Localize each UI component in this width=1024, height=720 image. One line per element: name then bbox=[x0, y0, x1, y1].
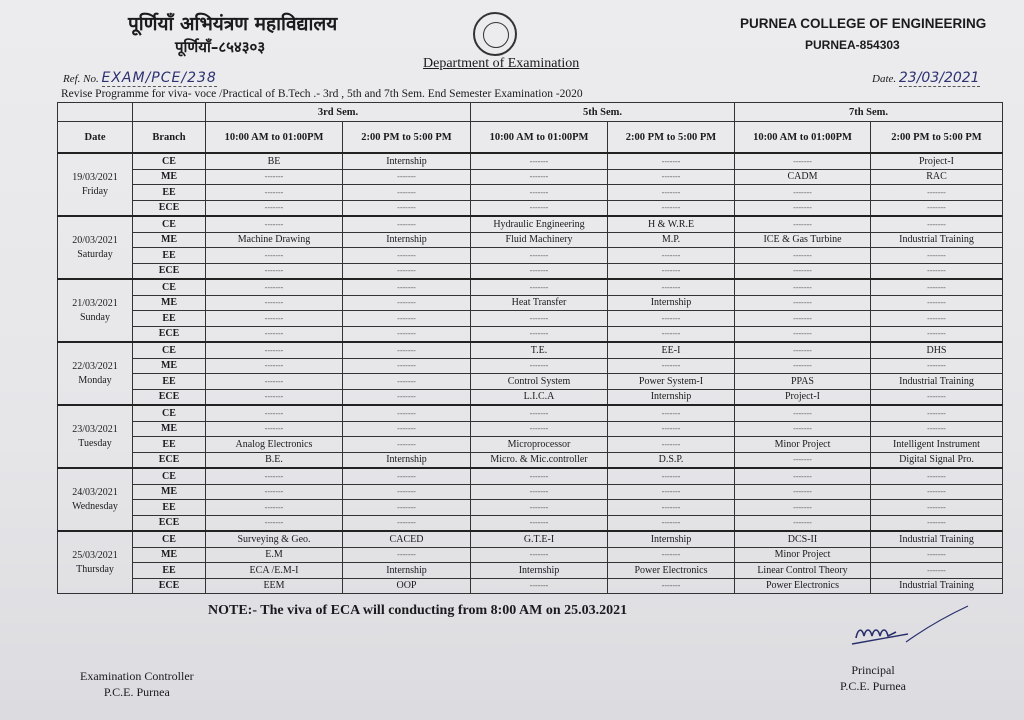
reference-number bbox=[63, 70, 217, 86]
schedule-row bbox=[58, 578, 1003, 594]
empty-slot-dash: ------- bbox=[343, 515, 471, 531]
empty-slot-dash: ------- bbox=[206, 515, 343, 531]
schedule-row bbox=[58, 263, 1003, 279]
day-name: Wednesday bbox=[72, 500, 118, 512]
subject-cell: CACED bbox=[343, 531, 471, 547]
empty-slot-dash: ------- bbox=[871, 547, 1003, 563]
empty-slot-dash: ------- bbox=[471, 358, 608, 374]
branch-cell: EE bbox=[133, 374, 206, 390]
college-pin: PURNEA-854303 bbox=[805, 38, 900, 52]
branch-cell: ME bbox=[133, 232, 206, 248]
empty-slot-dash: ------- bbox=[871, 563, 1003, 579]
empty-slot-dash: ------- bbox=[206, 295, 343, 311]
schedule-row bbox=[58, 248, 1003, 264]
branch-cell: ECE bbox=[133, 200, 206, 216]
day-name: Saturday bbox=[77, 248, 113, 260]
empty-slot-dash: ------- bbox=[735, 216, 871, 232]
empty-slot-dash: ------- bbox=[735, 153, 871, 169]
subject-cell: DHS bbox=[871, 342, 1003, 358]
subject-cell: Power Electronics bbox=[735, 578, 871, 594]
schedule-row bbox=[58, 185, 1003, 201]
schedule-row bbox=[58, 358, 1003, 374]
date-column-header: Date bbox=[58, 122, 133, 154]
subject-cell: Internship bbox=[608, 295, 735, 311]
empty-slot-dash: ------- bbox=[343, 547, 471, 563]
date-cell bbox=[58, 279, 133, 342]
branch-cell: CE bbox=[133, 468, 206, 484]
date-value: 22/03/2021 bbox=[72, 360, 118, 372]
empty-slot-dash: ------- bbox=[735, 200, 871, 216]
date-value: 20/03/2021 bbox=[72, 234, 118, 246]
empty-slot-dash: ------- bbox=[343, 421, 471, 437]
subject-cell: Internship bbox=[343, 452, 471, 468]
date-cell bbox=[58, 531, 133, 594]
empty-slot-dash: ------- bbox=[343, 374, 471, 390]
empty-slot-dash: ------- bbox=[608, 437, 735, 453]
branch-cell: CE bbox=[133, 342, 206, 358]
column-header-row bbox=[58, 122, 1003, 154]
subject-cell: Internship bbox=[471, 563, 608, 579]
exam-controller-org: P.C.E. Purnea bbox=[103, 685, 170, 699]
schedule-row bbox=[58, 405, 1003, 421]
empty-slot-dash: ------- bbox=[343, 484, 471, 500]
empty-slot-dash: ------- bbox=[608, 500, 735, 516]
department-title: Department of Examination bbox=[423, 56, 580, 71]
empty-slot-dash: ------- bbox=[871, 200, 1003, 216]
empty-slot-dash: ------- bbox=[343, 169, 471, 185]
schedule-row bbox=[58, 547, 1003, 563]
empty-slot-dash: ------- bbox=[735, 484, 871, 500]
empty-slot-dash: ------- bbox=[206, 169, 343, 185]
empty-slot-dash: ------- bbox=[735, 452, 871, 468]
branch-cell: ME bbox=[133, 547, 206, 563]
empty-slot-dash: ------- bbox=[871, 248, 1003, 264]
empty-slot-dash: ------- bbox=[871, 311, 1003, 327]
schedule-row bbox=[58, 374, 1003, 390]
day-name: Monday bbox=[78, 374, 112, 386]
empty-slot-dash: ------- bbox=[471, 484, 608, 500]
empty-slot-dash: ------- bbox=[471, 578, 608, 594]
subject-cell: Power Electronics bbox=[608, 563, 735, 579]
slot-header: 10:00 AM to 01:00PM bbox=[471, 122, 608, 154]
empty-slot-dash: ------- bbox=[871, 263, 1003, 279]
subject-cell: Control System bbox=[471, 374, 608, 390]
empty-slot-dash: ------- bbox=[735, 421, 871, 437]
date-cell bbox=[58, 216, 133, 279]
empty-slot-dash: ------- bbox=[206, 263, 343, 279]
empty-slot-dash: ------- bbox=[343, 389, 471, 405]
subject-cell: Linear Control Theory bbox=[735, 563, 871, 579]
empty-slot-dash: ------- bbox=[735, 342, 871, 358]
date-label: Date. bbox=[872, 73, 897, 85]
empty-slot-dash: ------- bbox=[608, 421, 735, 437]
empty-slot-dash: ------- bbox=[735, 263, 871, 279]
branch-cell: EE bbox=[133, 185, 206, 201]
document-date bbox=[872, 70, 980, 86]
branch-cell: ME bbox=[133, 421, 206, 437]
empty-slot-dash: ------- bbox=[608, 468, 735, 484]
subject-cell: Internship bbox=[343, 153, 471, 169]
subject-cell: Digital Signal Pro. bbox=[871, 452, 1003, 468]
empty-slot-dash: ------- bbox=[735, 405, 871, 421]
empty-slot-dash: ------- bbox=[871, 389, 1003, 405]
empty-slot-dash: ------- bbox=[871, 295, 1003, 311]
empty-slot-dash: ------- bbox=[735, 500, 871, 516]
subject-cell: Surveying & Geo. bbox=[206, 531, 343, 547]
empty-slot-dash: ------- bbox=[608, 405, 735, 421]
empty-slot-dash: ------- bbox=[206, 279, 343, 295]
branch-cell: CE bbox=[133, 279, 206, 295]
slot-header: 2:00 PM to 5:00 PM bbox=[608, 122, 735, 154]
empty-slot-dash: ------- bbox=[608, 311, 735, 327]
empty-slot-dash: ------- bbox=[206, 421, 343, 437]
schedule-row bbox=[58, 437, 1003, 453]
date-value: 21/03/2021 bbox=[72, 297, 118, 309]
subject-cell: ECA /E.M-I bbox=[206, 563, 343, 579]
empty-slot-dash: ------- bbox=[735, 279, 871, 295]
branch-cell: ECE bbox=[133, 326, 206, 342]
empty-slot-dash: ------- bbox=[608, 515, 735, 531]
empty-slot-dash: ------- bbox=[206, 500, 343, 516]
empty-slot-dash: ------- bbox=[608, 169, 735, 185]
subject-cell: OOP bbox=[343, 578, 471, 594]
branch-cell: CE bbox=[133, 153, 206, 169]
subject-cell: Intelligent Instrument bbox=[871, 437, 1003, 453]
schedule-row bbox=[58, 232, 1003, 248]
slot-header: 10:00 AM to 01:00PM bbox=[206, 122, 343, 154]
schedule-row bbox=[58, 500, 1003, 516]
subject-cell: Microprocessor bbox=[471, 437, 608, 453]
branch-column-header: Branch bbox=[133, 122, 206, 154]
empty-slot-dash: ------- bbox=[735, 515, 871, 531]
date-cell bbox=[58, 153, 133, 216]
schedule-row bbox=[58, 515, 1003, 531]
empty-slot-dash: ------- bbox=[206, 468, 343, 484]
empty-slot-dash: ------- bbox=[471, 169, 608, 185]
empty-slot-dash: ------- bbox=[471, 185, 608, 201]
branch-cell: CE bbox=[133, 531, 206, 547]
empty-slot-dash: ------- bbox=[608, 185, 735, 201]
empty-slot-dash: ------- bbox=[343, 185, 471, 201]
subject-cell: D.S.P. bbox=[608, 452, 735, 468]
empty-slot-dash: ------- bbox=[608, 578, 735, 594]
branch-cell: CE bbox=[133, 216, 206, 232]
semester-header-row bbox=[58, 103, 1003, 122]
schedule-row bbox=[58, 295, 1003, 311]
empty-slot-dash: ------- bbox=[471, 326, 608, 342]
empty-slot-dash: ------- bbox=[343, 500, 471, 516]
empty-slot-dash: ------- bbox=[871, 216, 1003, 232]
subject-cell: Industrial Training bbox=[871, 578, 1003, 594]
schedule-row bbox=[58, 484, 1003, 500]
sem-7-header: 7th Sem. bbox=[735, 103, 1003, 122]
branch-cell: ECE bbox=[133, 515, 206, 531]
schedule-row bbox=[58, 153, 1003, 169]
empty-slot-dash: ------- bbox=[735, 185, 871, 201]
empty-slot-dash: ------- bbox=[343, 279, 471, 295]
empty-slot-dash: ------- bbox=[206, 342, 343, 358]
college-name: PURNEA COLLEGE OF ENGINEERING bbox=[740, 16, 987, 31]
schedule-table bbox=[57, 102, 1003, 594]
empty-slot-dash: ------- bbox=[471, 515, 608, 531]
empty-slot-dash: ------- bbox=[471, 500, 608, 516]
empty-slot-dash: ------- bbox=[871, 358, 1003, 374]
branch-cell: ECE bbox=[133, 452, 206, 468]
empty-slot-dash: ------- bbox=[871, 405, 1003, 421]
subject-cell: PPAS bbox=[735, 374, 871, 390]
date-value: 23/03/2021 bbox=[72, 423, 118, 435]
schedule-body bbox=[58, 153, 1003, 594]
principal-org: P.C.E. Purnea bbox=[840, 679, 906, 693]
subject-cell: DCS-II bbox=[735, 531, 871, 547]
empty-slot-dash: ------- bbox=[608, 326, 735, 342]
empty-slot-dash: ------- bbox=[206, 216, 343, 232]
empty-slot-dash: ------- bbox=[343, 326, 471, 342]
subject-cell: Minor Project bbox=[735, 547, 871, 563]
subject-cell: L.I.C.A bbox=[471, 389, 608, 405]
empty-slot-dash: ------- bbox=[735, 358, 871, 374]
branch-cell: EE bbox=[133, 311, 206, 327]
subject-cell: BE bbox=[206, 153, 343, 169]
empty-slot-dash: ------- bbox=[471, 421, 608, 437]
subject-cell: E.M bbox=[206, 547, 343, 563]
schedule-row bbox=[58, 279, 1003, 295]
ref-label: Ref. No. bbox=[63, 73, 99, 85]
empty-slot-dash: ------- bbox=[471, 279, 608, 295]
subject-cell: Analog Electronics bbox=[206, 437, 343, 453]
empty-slot-dash: ------- bbox=[471, 153, 608, 169]
schedule-row bbox=[58, 200, 1003, 216]
empty-slot-dash: ------- bbox=[608, 153, 735, 169]
empty-slot-dash: ------- bbox=[343, 468, 471, 484]
subject-cell: Machine Drawing bbox=[206, 232, 343, 248]
empty-slot-dash: ------- bbox=[206, 248, 343, 264]
subject-cell: Power System-I bbox=[608, 374, 735, 390]
empty-slot-dash: ------- bbox=[206, 326, 343, 342]
empty-slot-dash: ------- bbox=[343, 358, 471, 374]
empty-slot-dash: ------- bbox=[343, 295, 471, 311]
slot-header: 10:00 AM to 01:00PM bbox=[735, 122, 871, 154]
subject-cell: Industrial Training bbox=[871, 374, 1003, 390]
empty-slot-dash: ------- bbox=[871, 185, 1003, 201]
empty-slot-dash: ------- bbox=[735, 295, 871, 311]
sem-3-header: 3rd Sem. bbox=[206, 103, 471, 122]
branch-cell: EE bbox=[133, 500, 206, 516]
branch-cell: ME bbox=[133, 169, 206, 185]
college-seal-logo bbox=[473, 12, 517, 56]
empty-slot-dash: ------- bbox=[608, 263, 735, 279]
subject-cell: Internship bbox=[608, 531, 735, 547]
empty-slot-dash: ------- bbox=[608, 547, 735, 563]
hindi-college-name: पूर्णियाँ अभियंत्रण महाविद्यालय bbox=[128, 13, 338, 35]
empty-slot-dash: ------- bbox=[735, 468, 871, 484]
branch-cell: ME bbox=[133, 484, 206, 500]
subject-cell: Micro. & Mic.controller bbox=[471, 452, 608, 468]
branch-cell: ECE bbox=[133, 389, 206, 405]
empty-slot-dash: ------- bbox=[871, 279, 1003, 295]
empty-slot-dash: ------- bbox=[871, 326, 1003, 342]
subject-cell: G.T.E-I bbox=[471, 531, 608, 547]
schedule-row bbox=[58, 311, 1003, 327]
empty-slot-dash: ------- bbox=[608, 200, 735, 216]
day-name: Tuesday bbox=[78, 437, 112, 449]
schedule-row bbox=[58, 342, 1003, 358]
schedule-row bbox=[58, 389, 1003, 405]
principal-signoff bbox=[840, 662, 906, 694]
empty-slot-dash: ------- bbox=[608, 279, 735, 295]
subject-cell: ICE & Gas Turbine bbox=[735, 232, 871, 248]
empty-slot-dash: ------- bbox=[343, 437, 471, 453]
principal-title: Principal bbox=[851, 663, 895, 677]
branch-cell: EE bbox=[133, 248, 206, 264]
principal-signature bbox=[848, 598, 988, 658]
hindi-pin: पूर्णियाँ–८५४३०३ bbox=[175, 38, 266, 56]
empty-slot-dash: ------- bbox=[471, 248, 608, 264]
empty-slot-dash: ------- bbox=[608, 358, 735, 374]
subject-cell: EEM bbox=[206, 578, 343, 594]
subject-cell: Internship bbox=[343, 232, 471, 248]
day-name: Thursday bbox=[76, 563, 114, 575]
branch-cell: ECE bbox=[133, 263, 206, 279]
schedule-row bbox=[58, 421, 1003, 437]
subject-cell: T.E. bbox=[471, 342, 608, 358]
schedule-row bbox=[58, 531, 1003, 547]
subject-cell: RAC bbox=[871, 169, 1003, 185]
empty-slot-dash: ------- bbox=[471, 547, 608, 563]
branch-cell: ME bbox=[133, 358, 206, 374]
branch-cell: ME bbox=[133, 295, 206, 311]
programme-subtitle: Revise Programme for viva- voce /Practical of B.Tech .- 3rd , 5th and 7th Sem. End Semester Examination -2020 bbox=[61, 88, 583, 100]
date-value: 23/03/2021 bbox=[898, 70, 980, 86]
empty-slot-dash: ------- bbox=[206, 484, 343, 500]
date-cell bbox=[58, 342, 133, 405]
subject-cell: Internship bbox=[343, 563, 471, 579]
empty-slot-dash: ------- bbox=[735, 248, 871, 264]
subject-cell: Hydraulic Engineering bbox=[471, 216, 608, 232]
date-value: 19/03/2021 bbox=[72, 171, 118, 183]
slot-header: 2:00 PM to 5:00 PM bbox=[343, 122, 471, 154]
empty-slot-dash: ------- bbox=[206, 358, 343, 374]
sem-5-header: 5th Sem. bbox=[471, 103, 735, 122]
empty-slot-dash: ------- bbox=[206, 405, 343, 421]
date-value: 24/03/2021 bbox=[72, 486, 118, 498]
ref-value: EXAM/PCE/238 bbox=[101, 70, 217, 86]
empty-slot-dash: ------- bbox=[206, 185, 343, 201]
branch-cell: EE bbox=[133, 563, 206, 579]
subject-cell: Project-I bbox=[735, 389, 871, 405]
subject-cell: Industrial Training bbox=[871, 531, 1003, 547]
empty-slot-dash: ------- bbox=[343, 248, 471, 264]
schedule-row bbox=[58, 468, 1003, 484]
empty-slot-dash: ------- bbox=[871, 468, 1003, 484]
empty-slot-dash: ------- bbox=[471, 311, 608, 327]
subject-cell: H & W.R.E bbox=[608, 216, 735, 232]
subject-cell: Project-I bbox=[871, 153, 1003, 169]
empty-slot-dash: ------- bbox=[343, 200, 471, 216]
day-name: Sunday bbox=[80, 311, 110, 323]
schedule-row bbox=[58, 563, 1003, 579]
subject-cell: Internship bbox=[608, 389, 735, 405]
note-text: NOTE:- The viva of ECA will conducting from 8:00 AM on 25.03.2021 bbox=[208, 603, 628, 618]
empty-slot-dash: ------- bbox=[471, 263, 608, 279]
subject-cell: Industrial Training bbox=[871, 232, 1003, 248]
empty-slot-dash: ------- bbox=[206, 374, 343, 390]
exam-controller-title: Examination Controller bbox=[80, 669, 194, 683]
empty-slot-dash: ------- bbox=[471, 468, 608, 484]
empty-slot-dash: ------- bbox=[471, 405, 608, 421]
empty-slot-dash: ------- bbox=[343, 263, 471, 279]
subject-cell: Minor Project bbox=[735, 437, 871, 453]
slot-header: 2:00 PM to 5:00 PM bbox=[871, 122, 1003, 154]
branch-cell: EE bbox=[133, 437, 206, 453]
empty-slot-dash: ------- bbox=[735, 311, 871, 327]
empty-slot-dash: ------- bbox=[343, 216, 471, 232]
empty-slot-dash: ------- bbox=[871, 500, 1003, 516]
empty-slot-dash: ------- bbox=[471, 200, 608, 216]
branch-cell: ECE bbox=[133, 578, 206, 594]
empty-slot-dash: ------- bbox=[871, 484, 1003, 500]
empty-slot-dash: ------- bbox=[608, 248, 735, 264]
subject-cell: Heat Transfer bbox=[471, 295, 608, 311]
subject-cell: M.P. bbox=[608, 232, 735, 248]
branch-cell: CE bbox=[133, 405, 206, 421]
subject-cell: Fluid Machinery bbox=[471, 232, 608, 248]
empty-slot-dash: ------- bbox=[608, 484, 735, 500]
subject-cell: CADM bbox=[735, 169, 871, 185]
date-cell bbox=[58, 468, 133, 531]
date-cell bbox=[58, 405, 133, 468]
schedule-row bbox=[58, 169, 1003, 185]
empty-slot-dash: ------- bbox=[206, 200, 343, 216]
schedule-row bbox=[58, 216, 1003, 232]
empty-slot-dash: ------- bbox=[206, 389, 343, 405]
day-name: Friday bbox=[81, 185, 109, 197]
empty-slot-dash: ------- bbox=[343, 405, 471, 421]
empty-slot-dash: ------- bbox=[735, 326, 871, 342]
exam-controller-signoff bbox=[80, 668, 194, 700]
empty-slot-dash: ------- bbox=[343, 311, 471, 327]
schedule-row bbox=[58, 326, 1003, 342]
schedule-row bbox=[58, 452, 1003, 468]
empty-slot-dash: ------- bbox=[206, 311, 343, 327]
empty-slot-dash: ------- bbox=[871, 421, 1003, 437]
subject-cell: B.E. bbox=[206, 452, 343, 468]
subject-cell: EE-I bbox=[608, 342, 735, 358]
date-value: 25/03/2021 bbox=[72, 549, 118, 561]
empty-slot-dash: ------- bbox=[343, 342, 471, 358]
empty-slot-dash: ------- bbox=[871, 515, 1003, 531]
